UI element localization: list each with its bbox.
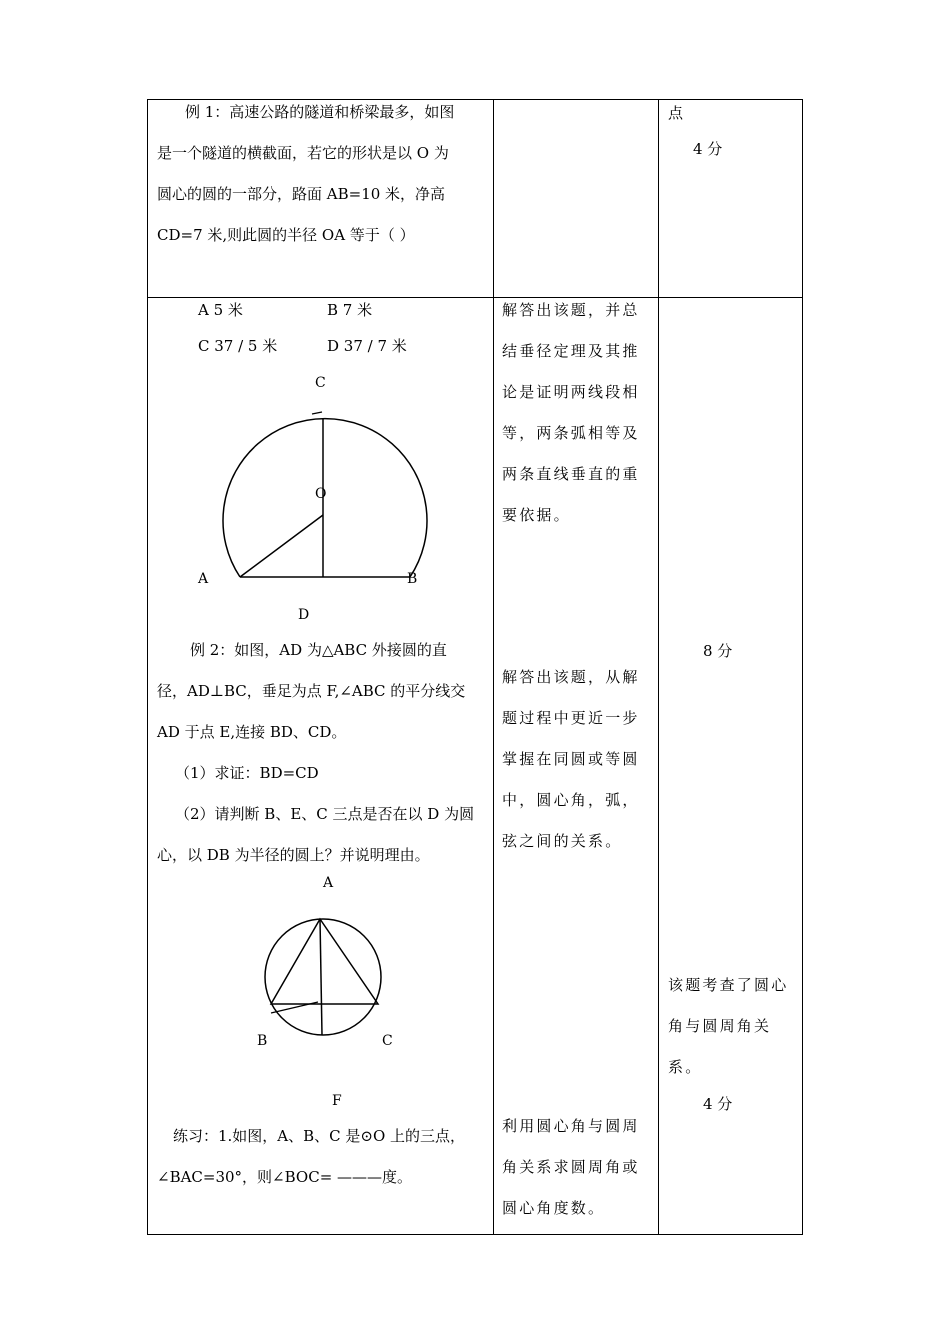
note-line: 解答出该题，从解 (502, 668, 640, 686)
fig1-label-b: B (407, 571, 418, 587)
radius-oa-line (240, 515, 323, 577)
table-col-divider-2 (658, 99, 659, 1235)
note-line: 该题考查了圆心 (668, 976, 789, 994)
score-label: 4 分 (693, 140, 723, 158)
table-border-bottom (147, 1234, 803, 1235)
note-line: 系。 (668, 1058, 703, 1076)
fig2-label-f: F (332, 1093, 342, 1109)
exercise-line: ∠BAC=30°，则∠BOC= ———度。 (157, 1168, 413, 1186)
note-line: 弦之间的关系。 (502, 832, 623, 850)
fig2-label-b: B (257, 1033, 268, 1049)
note-line: 等，两条弧相等及 (502, 424, 640, 442)
fig1-label-a: A (198, 571, 209, 587)
fig1-label-c: C (315, 375, 326, 391)
teaching-note-2 (502, 657, 652, 862)
note-line: 两条直线垂直的重 (502, 465, 640, 483)
tick-mark (312, 412, 322, 414)
table-border-left (147, 99, 148, 1235)
example2-line: （1）求证：BD=CD (175, 764, 319, 782)
example1-line: CD=7 米,则此圆的半径 OA 等于（ ） (157, 226, 415, 244)
note-line: 要依据。 (502, 506, 571, 524)
table-row-divider (147, 297, 803, 298)
exercise-line: 练习：1.如图，A、B、C 是⊙O 上的三点， (173, 1127, 466, 1145)
teaching-note-3 (502, 1106, 652, 1229)
fig2-label-c: C (382, 1033, 393, 1049)
example2-line: 径，AD⊥BC，垂足为点 F,∠ABC 的平分线交 (157, 682, 466, 700)
note-line: 题过程中更近一步 (502, 709, 640, 727)
teaching-note-1 (502, 290, 652, 536)
evaluation-note (668, 965, 798, 1088)
note-line: 结垂径定理及其推 (502, 342, 640, 360)
fig1-label-d: D (298, 607, 310, 623)
angle-bisector (271, 1002, 318, 1013)
example2-line: 例 2：如图，AD 为△ABC 外接圆的直 (190, 641, 447, 659)
table-border-right (802, 99, 803, 1235)
note-line: 论是证明两线段相 (502, 383, 640, 401)
example2-line: AD 于点 E,连接 BD、CD。 (157, 723, 347, 741)
note-line: 圆心角度数。 (502, 1199, 606, 1217)
diameter-ad (320, 919, 322, 1035)
example2-line: 心，以 DB 为半径的圆上？并说明理由。 (157, 846, 430, 864)
note-line: 掌握在同圆或等圆 (502, 750, 640, 768)
circumcircle (265, 919, 381, 1035)
example1-line: 例 1：高速公路的隧道和桥梁最多，如图 (185, 103, 455, 121)
fig2-label-a: A (323, 875, 334, 891)
example2-line: （2）请判断 B、E、C 三点是否在以 D 为圆 (175, 805, 475, 823)
note-line: 角关系求圆周角或 (502, 1158, 640, 1176)
choice-b: B 7 米 (327, 301, 373, 319)
col3-point-text: 点 (668, 104, 684, 122)
note-line: 中，圆心角，弧， (502, 791, 640, 809)
choice-a: A 5 米 (198, 301, 243, 319)
note-line: 角与圆周角关 (668, 1017, 772, 1035)
example1-text (157, 92, 487, 256)
note-line: 利用圆心角与圆周 (502, 1117, 640, 1135)
note-line: 解答出该题，并总 (502, 301, 640, 319)
triangle-abc (271, 919, 378, 1004)
exercise-text (157, 1116, 487, 1198)
example1-line: 圆心的圆的一部分，路面 AB=10 米，净高 (157, 185, 446, 203)
table-col-divider-1 (493, 99, 494, 1235)
example1-line: 是一个隧道的横截面，若它的形状是以 O 为 (157, 144, 449, 162)
score-label: 4 分 (703, 1095, 733, 1113)
example2-text (157, 630, 487, 876)
score-label: 8 分 (703, 642, 733, 660)
choice-c: C 37 / 5 米 (198, 337, 278, 355)
fig1-label-o: O (315, 486, 327, 502)
choice-d: D 37 / 7 米 (327, 337, 407, 355)
